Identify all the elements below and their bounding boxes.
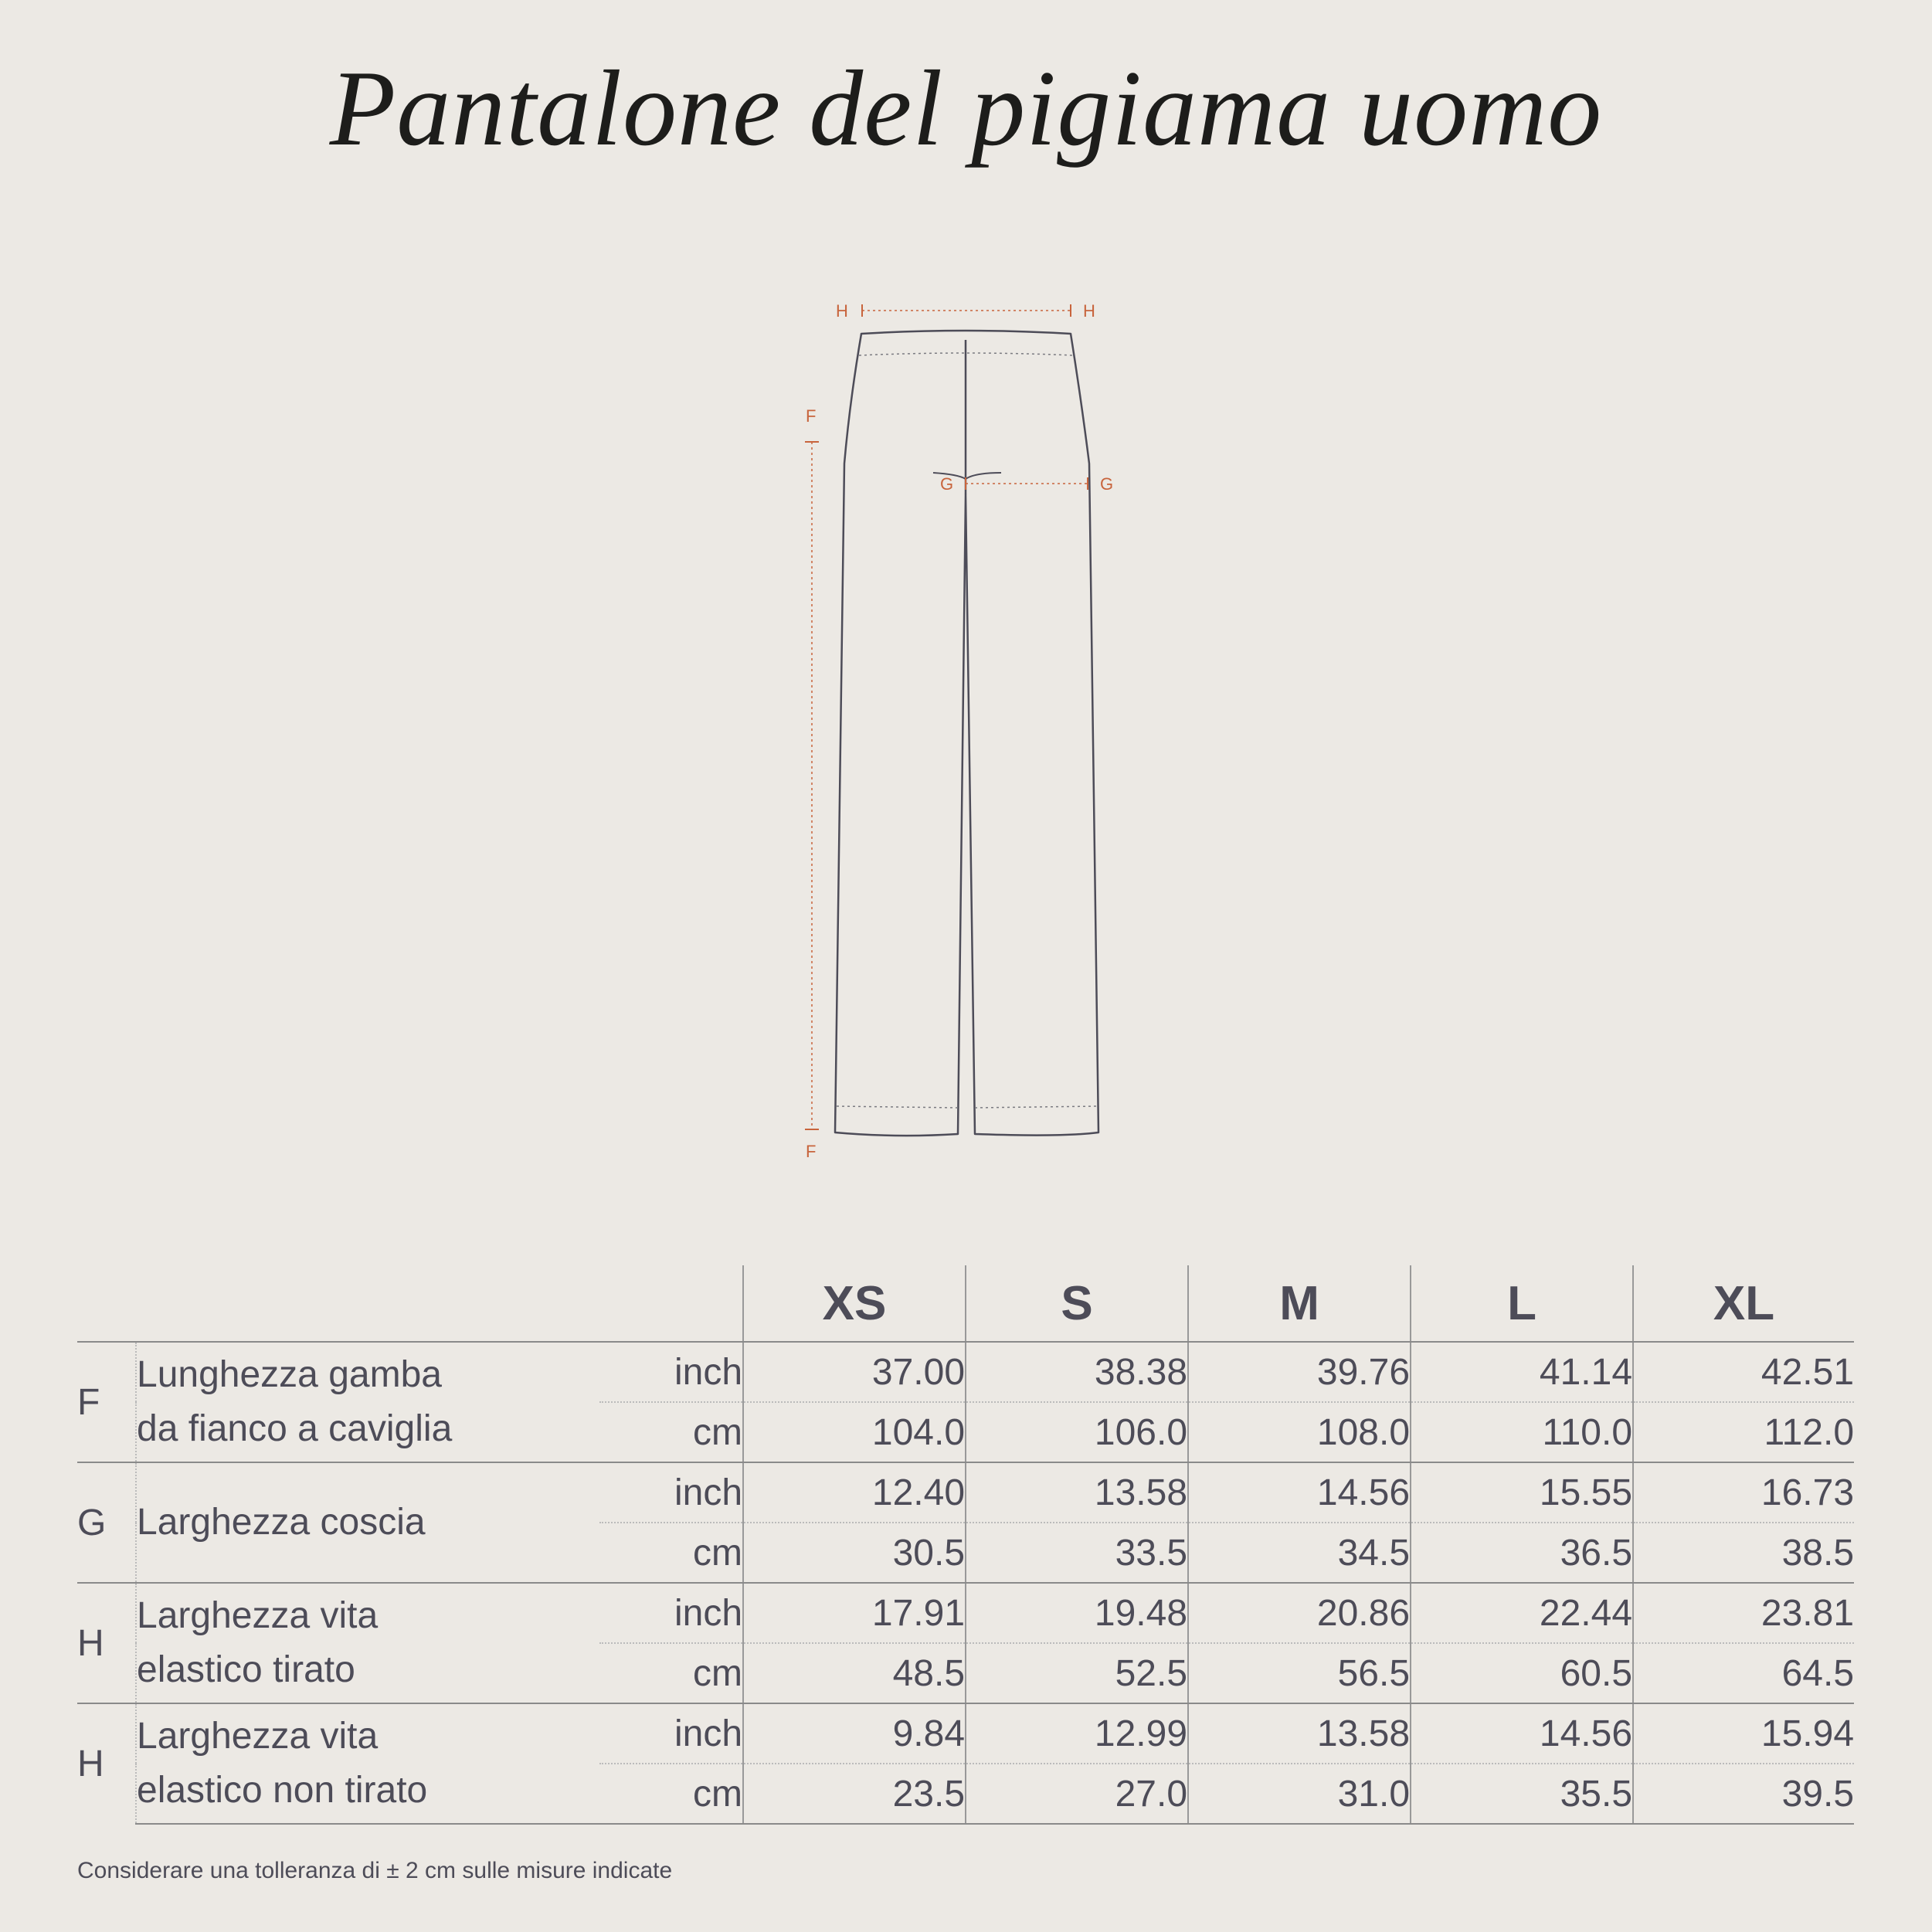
size-table (77, 1265, 1854, 1825)
value-cell: 34.5 (1188, 1523, 1411, 1583)
value-cell: 56.5 (1188, 1643, 1411, 1703)
value-cell: 30.5 (743, 1523, 966, 1583)
unit-label: cm (599, 1643, 743, 1703)
value-cell: 108.0 (1188, 1402, 1411, 1462)
value-cell: 13.58 (966, 1462, 1188, 1523)
value-cell: 9.84 (743, 1703, 966, 1764)
table-row (77, 1462, 1854, 1523)
unit-label: cm (599, 1764, 743, 1824)
row-letter: H (77, 1703, 136, 1824)
pants-stitching (837, 353, 1097, 1108)
row-letter: H (77, 1583, 136, 1703)
value-cell: 52.5 (966, 1643, 1188, 1703)
value-cell: 19.48 (966, 1583, 1188, 1643)
value-cell: 14.56 (1411, 1703, 1633, 1764)
tolerance-note: Considerare una tolleranza di ± 2 cm sulle misure indicate (77, 1858, 673, 1883)
value-cell: 33.5 (966, 1523, 1188, 1583)
value-cell: 16.73 (1633, 1462, 1854, 1523)
value-cell: 36.5 (1411, 1523, 1633, 1583)
value-cell: 106.0 (966, 1402, 1188, 1462)
value-cell: 17.91 (743, 1583, 966, 1643)
row-label: Larghezza coscia (136, 1462, 599, 1583)
value-cell: 15.55 (1411, 1462, 1633, 1523)
page-title: Pantalone del pigiama uomo (329, 49, 1603, 168)
measure-g (966, 477, 1088, 490)
size-header-xs: XS (743, 1265, 966, 1342)
measure-h (862, 304, 1071, 317)
size-header-l: L (1411, 1265, 1633, 1342)
row-label: Lunghezza gamba da fianco a caviglia (136, 1342, 599, 1462)
value-cell: 110.0 (1411, 1402, 1633, 1462)
value-cell: 14.56 (1188, 1462, 1411, 1523)
value-cell: 15.94 (1633, 1703, 1854, 1764)
value-cell: 12.40 (743, 1462, 966, 1523)
row-letter: F (77, 1342, 136, 1462)
value-cell: 112.0 (1633, 1402, 1854, 1462)
value-cell: 38.38 (966, 1342, 1188, 1402)
value-cell: 48.5 (743, 1643, 966, 1703)
value-cell: 104.0 (743, 1402, 966, 1462)
value-cell: 60.5 (1411, 1643, 1633, 1703)
row-letter: G (77, 1462, 136, 1583)
value-cell: 37.00 (743, 1342, 966, 1402)
unit-label: inch (599, 1342, 743, 1402)
table-row (77, 1342, 1854, 1402)
value-cell: 27.0 (966, 1764, 1188, 1824)
unit-label: inch (599, 1703, 743, 1764)
marker-h-right: H (1083, 301, 1095, 321)
unit-label: inch (599, 1462, 743, 1523)
value-cell: 41.14 (1411, 1342, 1633, 1402)
value-cell: 64.5 (1633, 1643, 1854, 1703)
value-cell: 39.5 (1633, 1764, 1854, 1824)
value-cell: 13.58 (1188, 1703, 1411, 1764)
value-cell: 42.51 (1633, 1342, 1854, 1402)
marker-f-top: F (806, 406, 817, 426)
value-cell: 38.5 (1633, 1523, 1854, 1583)
marker-h-left: H (836, 301, 848, 321)
unit-label: inch (599, 1583, 743, 1643)
table-row (77, 1703, 1854, 1764)
unit-label: cm (599, 1402, 743, 1462)
size-header-row (77, 1265, 1854, 1342)
marker-g-left: G (940, 474, 954, 494)
value-cell: 39.76 (1188, 1342, 1411, 1402)
size-header-s: S (966, 1265, 1188, 1342)
size-header-m: M (1188, 1265, 1411, 1342)
marker-g-right: G (1100, 474, 1114, 494)
value-cell: 23.81 (1633, 1583, 1854, 1643)
marker-f-bottom: F (806, 1142, 817, 1161)
size-header-xl: XL (1633, 1265, 1854, 1342)
row-label: Larghezza vita elastico tirato (136, 1583, 599, 1703)
value-cell: 20.86 (1188, 1583, 1411, 1643)
measure-f (805, 442, 819, 1129)
table-row (77, 1583, 1854, 1643)
value-cell: 31.0 (1188, 1764, 1411, 1824)
pants-outline (835, 331, 1098, 1136)
unit-label: cm (599, 1523, 743, 1583)
value-cell: 12.99 (966, 1703, 1188, 1764)
value-cell: 35.5 (1411, 1764, 1633, 1824)
value-cell: 23.5 (743, 1764, 966, 1824)
value-cell: 22.44 (1411, 1583, 1633, 1643)
row-label: Larghezza vita elastico non tirato (136, 1703, 599, 1824)
